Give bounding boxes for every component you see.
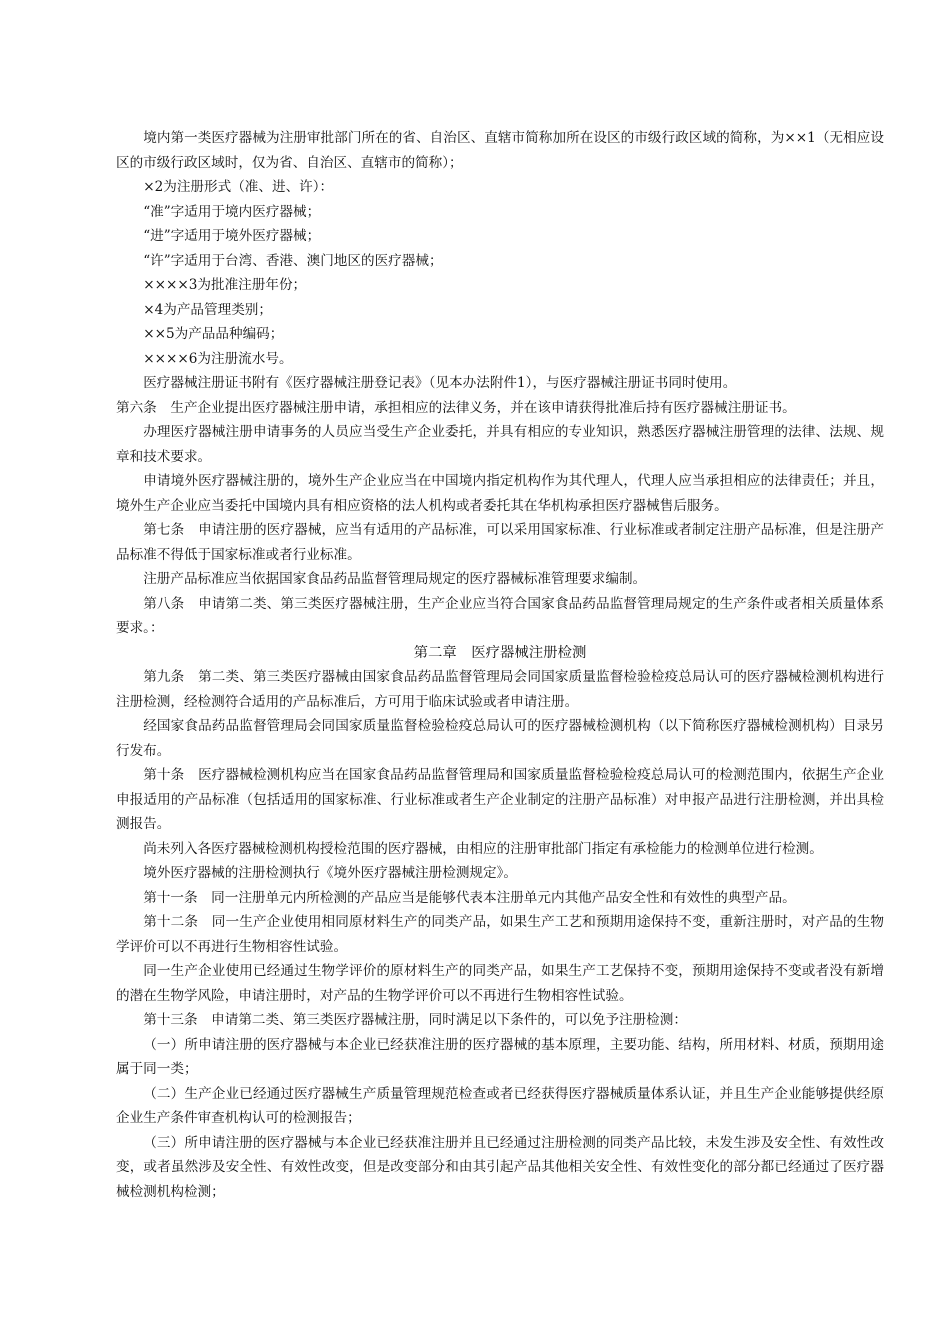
- paragraph: 同一生产企业使用已经通过生物学评价的原材料生产的同类产品，如果生产工艺保持不变，预期用途保持不变或者没有新增的潜在生物学风险，申请注册时，对产品的生物学评价可以不再进行生物相容性试验。: [116, 963, 884, 1004]
- paragraph: 经国家食品药品监督管理局会同国家质量监督检验检疫总局认可的医疗器械检测机构（以下简称医疗器械检测机构）目录另行发布。: [116, 718, 884, 759]
- paragraph: “许”字适用于台湾、香港、澳门地区的医疗器械；: [143, 252, 443, 269]
- paragraph: 尚未列入各医疗器械检测机构授检范围的医疗器械，由相应的注册审批部门指定有承检能力的检测单位进行检测。: [143, 840, 823, 857]
- paragraph: ×4为产品管理类别；: [143, 301, 272, 318]
- chapter-heading: 第二章 医疗器械注册检测: [413, 644, 587, 661]
- paragraph: 境内第一类医疗器械为注册审批部门所在的省、自治区、直辖市简称加所在设区的市级行政区域的简称，为××1（无相应设区的市级行政区域时，仅为省、自治区、直辖市的简称）；: [116, 130, 884, 171]
- list-item: （三）所申请注册的医疗器械与本企业已经获准注册并且已经通过注册检测的同类产品比较，未发生涉及安全性、有效性改变，或者虽然涉及安全性、有效性改变，但是改变部分和由其引起产品其他相关安全性、有效性变化的部分都已经通过了医疗器械检测机构检测；: [116, 1134, 884, 1200]
- paragraph: 注册产品标准应当依据国家食品药品监督管理局规定的医疗器械标准管理要求编制。: [143, 571, 647, 587]
- article-7: 第七条 申请注册的医疗器械，应当有适用的产品标准，可以采用国家标准、行业标准或者制定注册产品标准，但是注册产品标准不得低于国家标准或者行业标准。: [116, 522, 884, 563]
- paragraph: 办理医疗器械注册申请事务的人员应当受生产企业委托，并具有相应的专业知识，熟悉医疗器械注册管理的法律、法规、规章和技术要求。: [116, 424, 884, 465]
- article-12: 第十二条 同一生产企业使用相同原材料生产的同类产品，如果生产工艺和预期用途保持不变，重新注册时，对产品的生物学评价可以不再进行生物相容性试验。: [116, 914, 884, 955]
- paragraph: ××5为产品品种编码；: [143, 326, 284, 342]
- document-body: [116, 126, 884, 1204]
- paragraph: “进”字适用于境外医疗器械；: [143, 228, 321, 244]
- paragraph: 医疗器械注册证书附有《医疗器械注册登记表》（见本办法附件1），与医疗器械注册证书同时使用。: [143, 375, 737, 391]
- paragraph: ××××6为注册流水号。: [143, 350, 293, 367]
- paragraph: 境外医疗器械的注册检测执行《境外医疗器械注册检测规定》。: [143, 865, 518, 881]
- article-10: 第十条 医疗器械检测机构应当在国家食品药品监督管理局和国家质量监督检验检疫总局认可的检测范围内，依据生产企业申报适用的产品标准（包括适用的国家标准、行业标准或者生产企业制定的注册产品标准）对申报产品进行注册检测，并出具检测报告。: [116, 767, 884, 832]
- paragraph: “准”字适用于境内医疗器械；: [143, 203, 321, 220]
- article-6: 第六条 生产企业提出医疗器械注册申请，承担相应的法律义务，并在该申请获得批准后持有医疗器械注册证书。: [116, 399, 796, 416]
- paragraph: 申请境外医疗器械注册的，境外生产企业应当在中国境内指定机构作为其代理人，代理人应当承担相应的法律责任；并且，境外生产企业应当委托中国境内具有相应资格的法人机构或者委托其在华机构承担医疗器械售后服务。: [116, 473, 884, 514]
- paragraph: ××××3为批准注册年份；: [143, 277, 307, 293]
- article-9: 第九条 第二类、第三类医疗器械由国家食品药品监督管理局会同国家质量监督检验检疫总局认可的医疗器械检测机构进行注册检测，经检测符合适用的产品标准后，方可用于临床试验或者申请注册。: [116, 669, 884, 710]
- article-13: 第十三条 申请第二类、第三类医疗器械注册，同时满足以下条件的，可以免予注册检测：: [143, 1012, 687, 1028]
- paragraph: ×2为注册形式（准、进、许）：: [143, 179, 334, 195]
- article-11: 第十一条 同一注册单元内所检测的产品应当是能够代表本注册单元内其他产品安全性和有效性的典型产品。: [143, 889, 796, 906]
- article-8: 第八条 申请第二类、第三类医疗器械注册，生产企业应当符合国家食品药品监督管理局规定的生产条件或者相关质量体系要求。：: [116, 595, 884, 636]
- list-item: （二）生产企业已经通过医疗器械生产质量管理规范检查或者已经获得医疗器械质量体系认证，并且生产企业能够提供经原企业生产条件审查机构认可的检测报告；: [116, 1085, 884, 1126]
- list-item: （一）所申请注册的医疗器械与本企业已经获准注册的医疗器械的基本原理，主要功能、结构，所用材料、材质，预期用途属于同一类；: [116, 1036, 884, 1077]
